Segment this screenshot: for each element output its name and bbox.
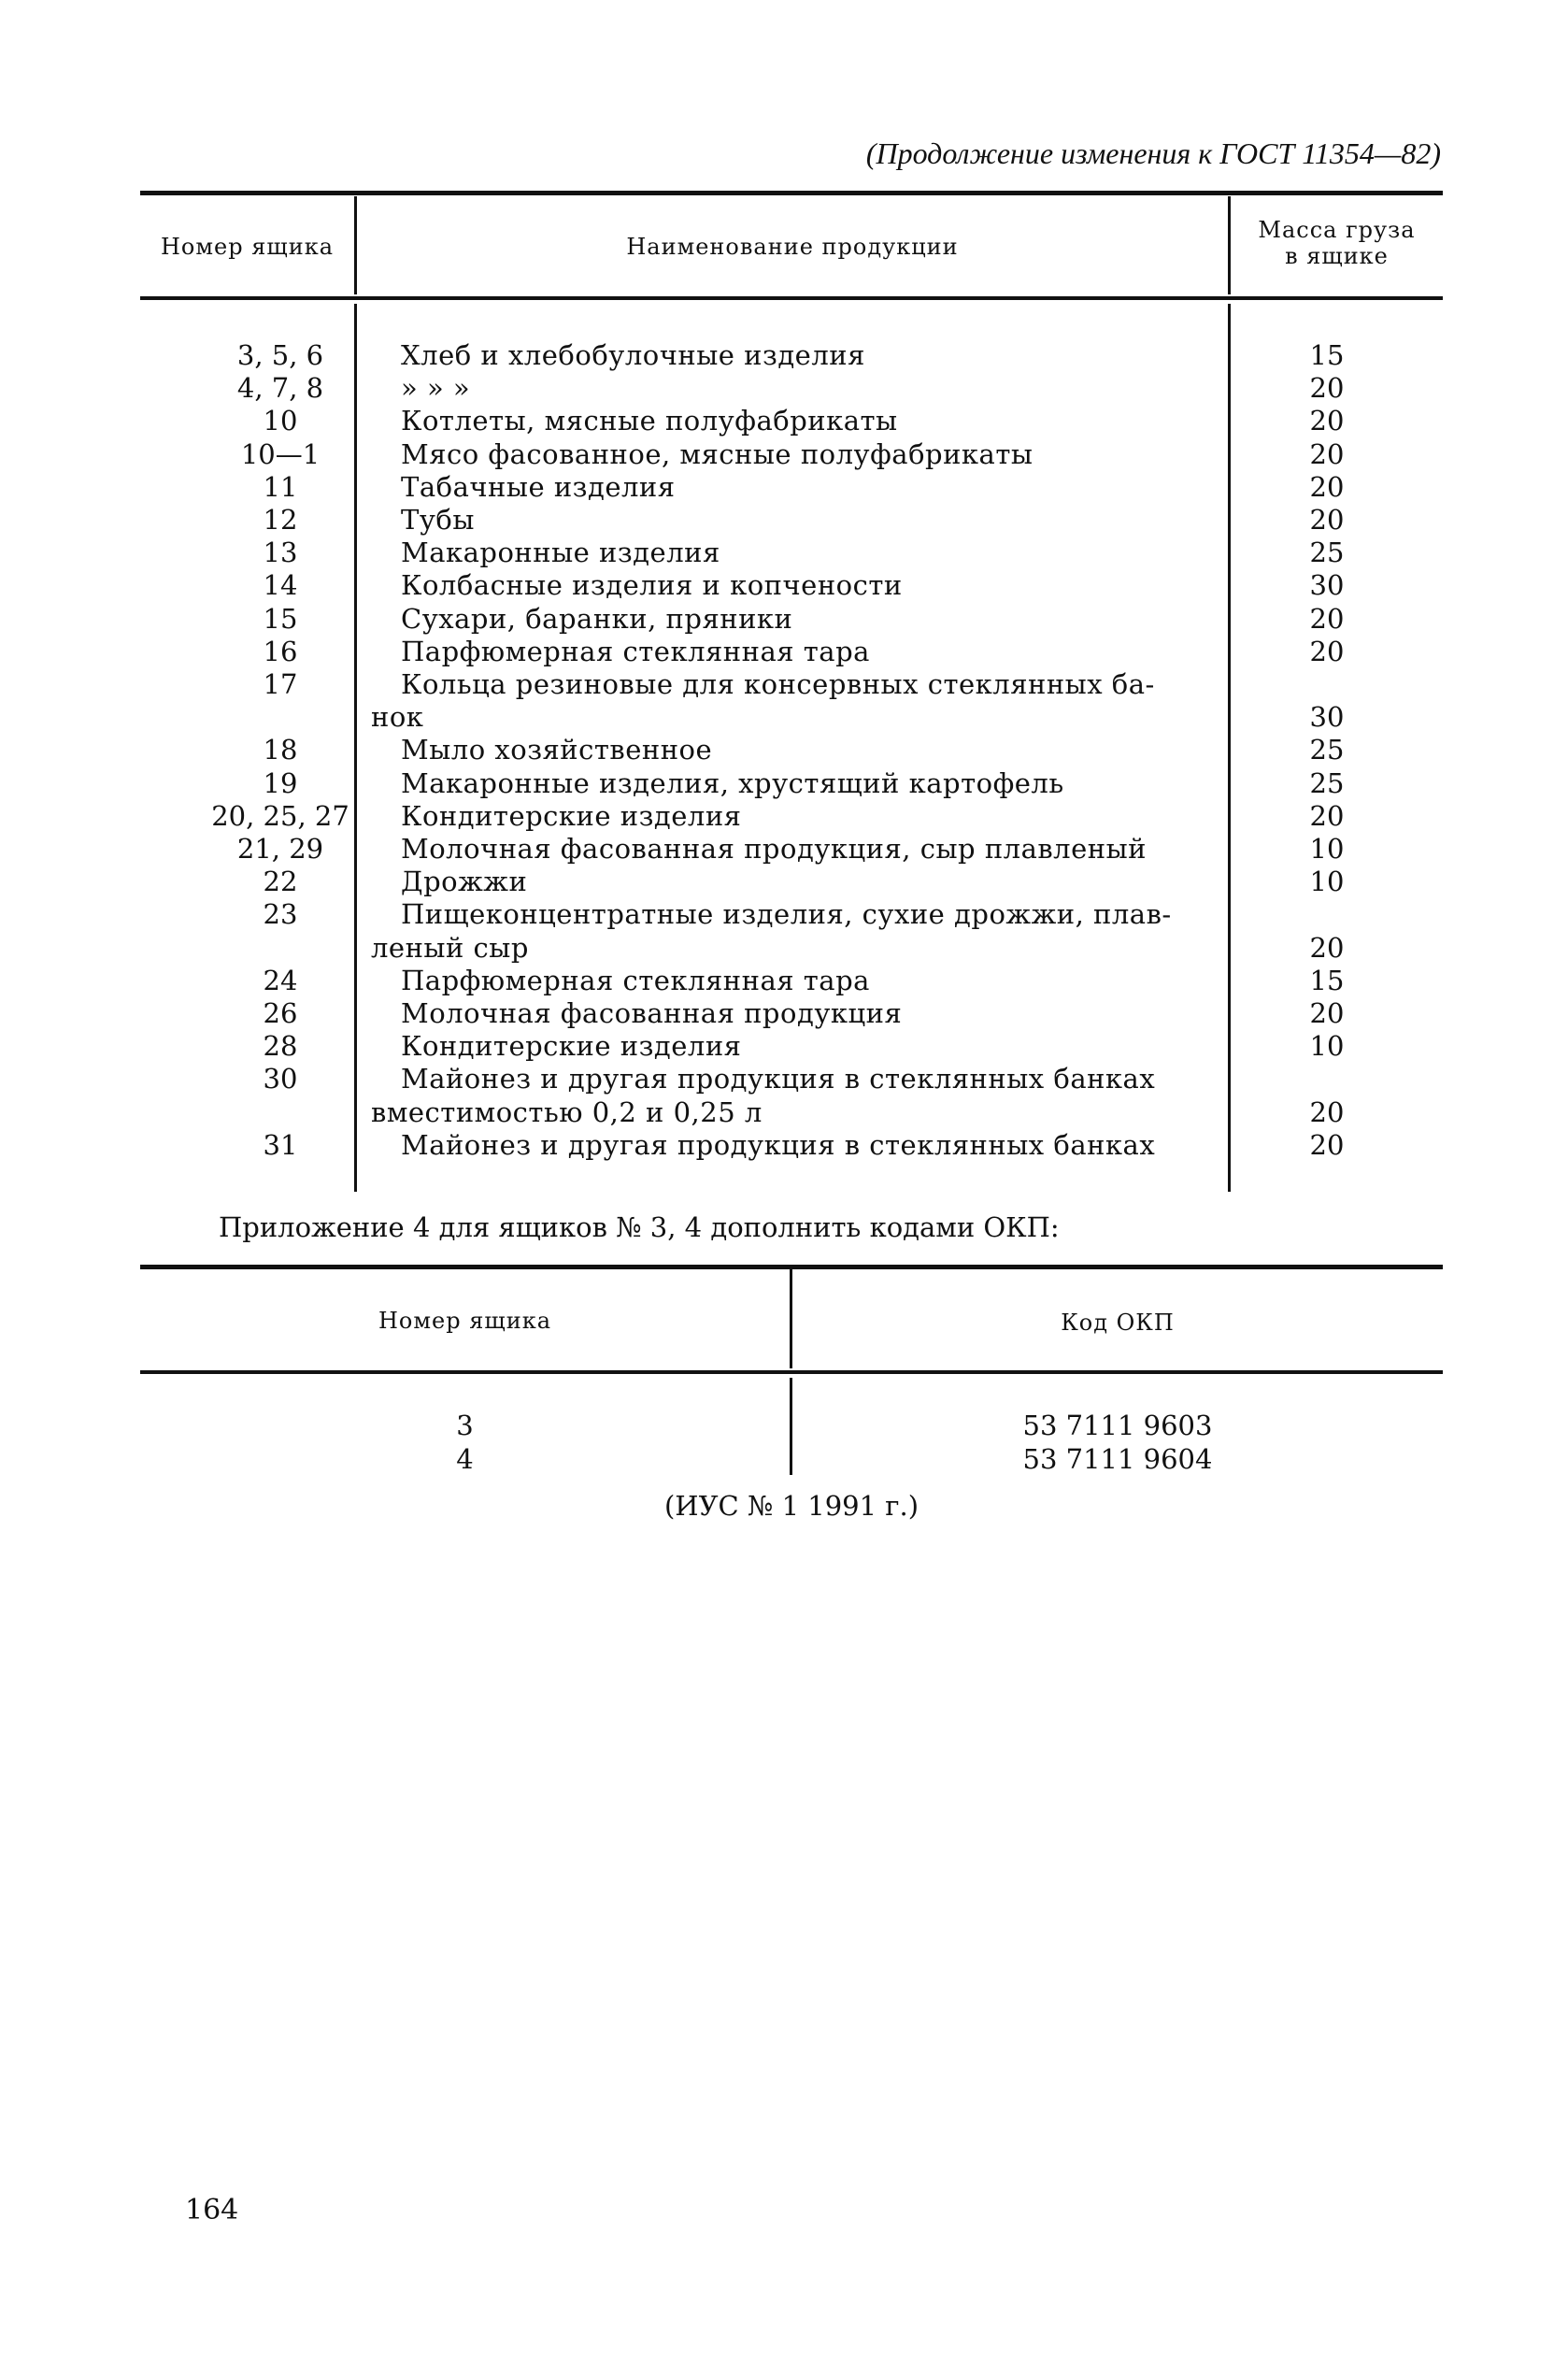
appendix-note: Приложение 4 для ящиков № 3, 4 дополнить кодами ОКП: (219, 1211, 1060, 1243)
product-name: Майонез и другая продукция в стеклянных банках (401, 1063, 1156, 1095)
table-row (140, 701, 1443, 734)
product-name: вместимостью 0,2 и 0,25 л (371, 1095, 763, 1128)
table-row (140, 405, 1443, 437)
box-number: 20, 25, 27 (211, 799, 349, 832)
box-number: 13 (263, 537, 298, 569)
cargo-mass: 25 (1309, 766, 1345, 799)
box-number: 30 (263, 1063, 298, 1095)
box-number: 15 (263, 602, 298, 635)
box-number: 22 (263, 866, 298, 898)
box-number: 10—1 (240, 437, 321, 470)
table-row (140, 833, 1443, 866)
table-row (140, 603, 1443, 636)
column-header-box-number: Номер ящика (378, 1308, 551, 1334)
product-name: Макаронные изделия (401, 537, 720, 569)
cargo-mass: 25 (1309, 734, 1345, 766)
cargo-mass: 20 (1309, 799, 1345, 832)
product-name: Колбасные изделия и копчености (401, 569, 903, 602)
table-row (140, 767, 1443, 800)
column-header-product-name: Наименование продукции (626, 234, 959, 260)
cargo-mass: 20 (1309, 470, 1345, 503)
table-row (140, 1129, 1443, 1162)
table-row-code: 53 7111 9603 (1022, 1410, 1213, 1441)
table-row (140, 339, 1443, 372)
product-name: леный сыр (371, 931, 529, 964)
column-header-mass-line2: в ящике (1285, 243, 1389, 269)
table-row (140, 636, 1443, 668)
table-row (140, 372, 1443, 405)
cargo-mass: 10 (1309, 1030, 1345, 1063)
box-number: 28 (263, 1030, 298, 1063)
table-row-number: 4 (456, 1443, 474, 1475)
box-number: 11 (263, 470, 298, 503)
table-header-rule (140, 1370, 1443, 1374)
cargo-mass: 10 (1309, 866, 1345, 898)
column-header-box-number: Номер ящика (161, 234, 334, 260)
box-number: 14 (263, 569, 298, 602)
box-number: 12 (263, 504, 298, 536)
table-row (140, 438, 1443, 471)
box-number: 18 (263, 734, 298, 766)
table-row (140, 504, 1443, 537)
table-row-number: 3 (456, 1410, 474, 1441)
product-name: Майонез и другая продукция в стеклянных банках (401, 1128, 1156, 1161)
product-name: Тубы (401, 504, 475, 536)
table-row (140, 1063, 1443, 1095)
product-name: Парфюмерная стеклянная тара (401, 635, 870, 667)
product-name: Молочная фасованная продукция (401, 997, 903, 1029)
cargo-mass: 20 (1309, 931, 1345, 964)
product-name: Мясо фасованное, мясные полуфабрикаты (401, 437, 1033, 470)
table-row (140, 1096, 1443, 1129)
column-header-okp-code: Код ОКП (1061, 1310, 1175, 1336)
box-number: 17 (263, 668, 298, 700)
cargo-mass: 30 (1309, 701, 1345, 734)
table-row (140, 800, 1443, 833)
product-name: Макаронные изделия, хрустящий картофель (401, 766, 1064, 799)
cargo-mass: 15 (1309, 964, 1345, 996)
table-row (140, 734, 1443, 766)
product-name: Котлеты, мясные полуфабрикаты (401, 405, 898, 437)
box-number: 23 (263, 898, 298, 931)
cargo-mass: 20 (1309, 504, 1345, 536)
product-name: Парфюмерная стеклянная тара (401, 964, 870, 996)
box-number: 10 (263, 405, 298, 437)
cargo-mass: 20 (1309, 1095, 1345, 1128)
box-number: 31 (263, 1128, 298, 1161)
cargo-mass: 20 (1309, 997, 1345, 1029)
product-name: Табачные изделия (401, 470, 676, 503)
table-row (140, 1030, 1443, 1063)
box-number: 21, 29 (236, 833, 324, 865)
table-row (140, 569, 1443, 602)
cargo-mass: 20 (1309, 602, 1345, 635)
product-name: Кольца резиновые для консервных стеклянных ба- (401, 668, 1155, 700)
product-name: Хлеб и хлебобулочные изделия (401, 339, 865, 371)
running-header: (Продолжение изменения к ГОСТ 11354—82) (865, 136, 1441, 170)
product-name: Сухари, баранки, пряники (401, 602, 793, 635)
product-name: Пищеконцентратные изделия, сухие дрожжи, плав- (401, 898, 1172, 931)
cargo-mass: 20 (1309, 1128, 1345, 1161)
box-number: 26 (263, 997, 298, 1029)
box-number: 24 (263, 964, 298, 996)
table-row (140, 965, 1443, 997)
table-row (140, 997, 1443, 1030)
box-number: 16 (263, 635, 298, 667)
cargo-mass: 25 (1309, 537, 1345, 569)
product-name: Молочная фасованная продукция, сыр плавленый (401, 833, 1147, 865)
cargo-mass: 10 (1309, 833, 1345, 865)
product-name: Дрожжи (401, 866, 528, 898)
cargo-mass: 20 (1309, 405, 1345, 437)
cargo-mass: 20 (1309, 372, 1345, 405)
product-name: » » » (401, 372, 471, 405)
product-name: Кондитерские изделия (401, 799, 742, 832)
column-header-mass: Масса груза (1258, 217, 1416, 243)
product-name: нок (371, 701, 424, 734)
cargo-mass: 30 (1309, 569, 1345, 602)
table-row (140, 471, 1443, 504)
box-number: 19 (263, 766, 298, 799)
table-row-code: 53 7111 9604 (1022, 1443, 1213, 1475)
product-name: Кондитерские изделия (401, 1030, 742, 1063)
cargo-mass: 20 (1309, 437, 1345, 470)
box-number: 3, 5, 6 (236, 339, 324, 371)
table-header-rule (140, 296, 1443, 300)
table-row (140, 932, 1443, 965)
table-row (140, 898, 1443, 931)
cargo-mass: 20 (1309, 635, 1345, 667)
table-row (140, 537, 1443, 569)
page-number: 164 (185, 2194, 239, 2226)
source-note: (ИУС № 1 1991 г.) (663, 1490, 919, 1522)
table-row (140, 668, 1443, 701)
table-row (140, 866, 1443, 898)
box-number: 4, 7, 8 (236, 372, 324, 405)
product-name: Мыло хозяйственное (401, 734, 713, 766)
table-top-rule (140, 191, 1443, 195)
cargo-mass: 15 (1309, 339, 1345, 371)
